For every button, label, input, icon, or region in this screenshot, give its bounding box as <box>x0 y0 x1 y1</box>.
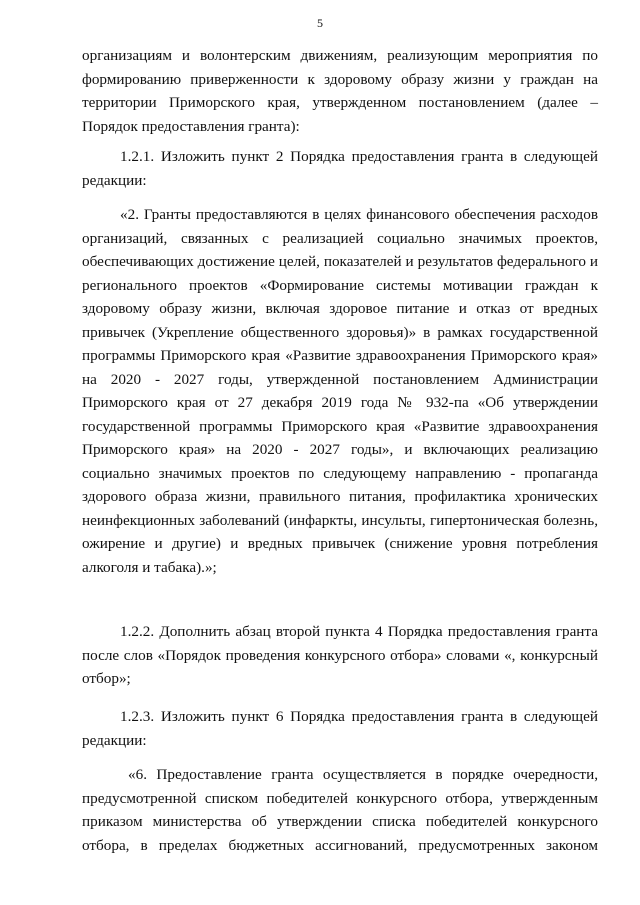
text-line: «2. Гранты предоставляются в целях финансового обеспечения расходов <box>120 206 598 223</box>
text-line: 1.2.3. Изложить пункт 6 Порядка предоставления гранта в следующей <box>120 708 598 725</box>
text-line: приказом министерства об утверждении списка победителей конкурсного <box>82 813 598 830</box>
text-line: отбор»; <box>82 670 131 687</box>
text-line: алкоголя и табака).»; <box>82 558 217 576</box>
text-line: обеспечивающих достижение целей, показателей и результатов федерального и <box>82 253 598 270</box>
paragraph-1-2-1 <box>82 145 598 192</box>
text-line: формированию приверженности к здоровому образу жизни у граждан на <box>82 70 598 88</box>
text-line: редакции: <box>82 731 147 749</box>
text-line: «6. Предоставление гранта осуществляется в порядке очередности, <box>128 766 598 783</box>
text-line: организациям и волонтерским движениям, реализующим мероприятия по <box>82 47 598 64</box>
text-line: программы Приморского края «Развитие здравоохранения Приморского края» <box>82 347 598 364</box>
text-line: территории Приморского края, утвержденном постановлением (далее – <box>82 94 598 111</box>
paragraph-1-2-3 <box>82 705 598 752</box>
text-line: Приморского края» на 2020 - 2027 годы», и включающих реализацию <box>82 441 598 458</box>
text-line: предусмотренной списком победителей конкурсного отбора, утвержденным <box>82 789 598 807</box>
text-line: 1.2.1. Изложить пункт 2 Порядка предоставления гранта в следующей <box>120 148 598 165</box>
text-line: социально значимых проектов по следующему направлению - пропаганда <box>82 464 598 482</box>
page-number: 5 <box>317 16 323 30</box>
text-line: отбора, в пределах бюджетных ассигнований, предусмотренных законом <box>82 836 598 854</box>
paragraph-intro-continuation <box>82 44 598 138</box>
text-line: 1.2.2. Дополнить абзац второй пункта 4 Порядка предоставления гранта <box>120 623 598 640</box>
paragraph-1-2-2 <box>82 620 598 691</box>
text-line: привычек (Укрепление общественного здоровья)» в рамках государственной <box>82 323 598 341</box>
text-line: после слов «Порядок проведения конкурсного отбора» словами «, конкурсный <box>82 646 598 664</box>
text-line: редакции: <box>82 171 147 189</box>
text-line: организаций, связанных с реализацией социально значимых проектов, <box>82 229 598 247</box>
paragraph-quoted-item-2 <box>82 203 598 579</box>
text-line: регионального проектов «Формирование системы мотивации граждан к <box>82 276 598 294</box>
text-line: ожирение и другие) и вредных привычек (снижение уровня потребления <box>82 535 598 552</box>
text-line: здоровому образу жизни, включая здоровое питание и отказ от вредных <box>82 300 598 317</box>
text-line: Приморского края от 27 декабря 2019 года № 932-па «Об утверждении <box>82 394 598 411</box>
text-line: Порядок предоставления гранта): <box>82 117 300 135</box>
paragraph-quoted-item-6 <box>82 763 598 857</box>
text-line: государственной программы Приморского края «Развитие здравоохранения <box>82 417 598 435</box>
text-line: неинфекционных заболеваний (инфаркты, инсульты, гипертоническая болезнь, <box>82 511 598 529</box>
text-line: здорового образа жизни, правильного питания, профилактика хронических <box>82 488 598 505</box>
text-line: на 2020 - 2027 годы, утвержденной постановлением Администрации <box>82 370 598 388</box>
